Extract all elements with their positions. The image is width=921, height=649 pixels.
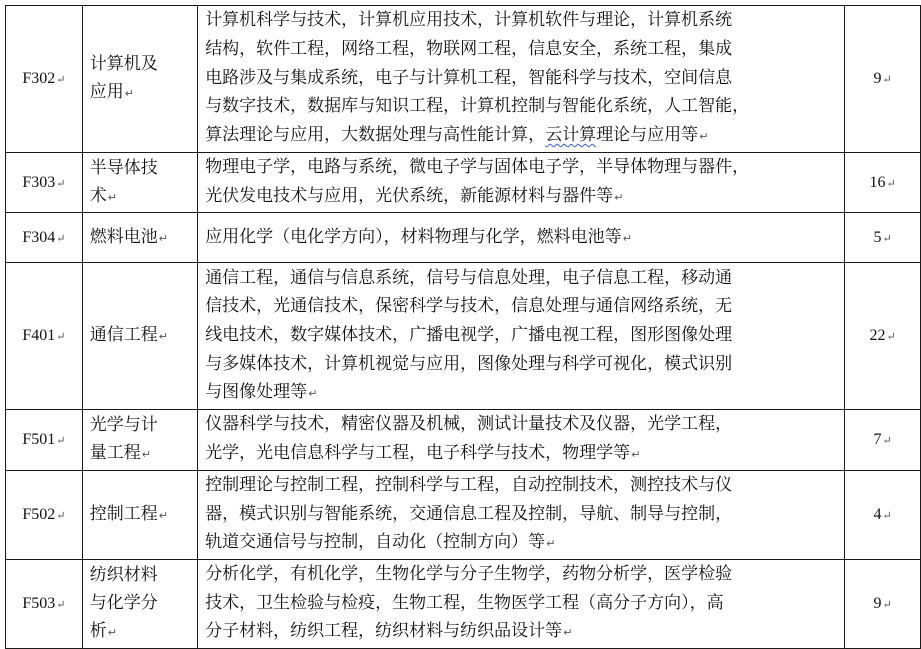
- discipline-name: [82, 470, 197, 559]
- table-body: [6, 6, 921, 649]
- discipline-name: [82, 410, 197, 470]
- paragraph-mark-icon: ↵: [622, 231, 632, 245]
- table-row: [6, 6, 921, 153]
- related-majors-text: 结构，软件工程，网络工程，物联网工程，信息安全，系统工程，集成: [205, 38, 733, 59]
- related-majors-line: [205, 350, 841, 379]
- discipline-name-line: [90, 321, 197, 351]
- related-majors-text: 分析化学，有机化学，生物化学与分子生物学，药物分析学，医学检验: [205, 563, 733, 584]
- related-majors-line: [205, 35, 841, 64]
- discipline-name-text: 量工程: [89, 443, 141, 464]
- related-majors-line: [205, 410, 841, 439]
- discipline-name-text: 半导体技: [89, 157, 158, 178]
- paragraph-mark-icon: ↵: [158, 330, 168, 344]
- spellcheck-underline: 云计算: [545, 125, 597, 146]
- discipline-name-line: [90, 617, 197, 647]
- related-majors-text: 分子材料，纺织工程，纺织材料与纺织品设计等: [205, 621, 563, 642]
- table-row: [6, 153, 921, 213]
- paragraph-mark-icon: ↵: [141, 448, 151, 462]
- position-count: [845, 410, 921, 470]
- position-count: [845, 213, 921, 263]
- discipline-name-text: 应用: [89, 82, 124, 102]
- related-majors-text: 信技术，光通信技术，保密科学与技术，信息处理与通信网络系统，无: [205, 296, 733, 317]
- paragraph-mark-icon: ↵: [158, 231, 168, 245]
- related-majors-text: 与图像处理等: [205, 382, 308, 403]
- paragraph-mark-icon: ↵: [158, 508, 168, 522]
- related-majors-line: [205, 378, 841, 409]
- paragraph-mark-icon: ↵: [56, 74, 66, 86]
- discipline-code: [6, 213, 83, 263]
- discipline-name: [82, 559, 197, 648]
- related-majors-text: 电路涉及与集成系统，电子与计算机工程，智能科学与技术，空间信息: [205, 67, 733, 88]
- paragraph-mark-icon: ↵: [56, 232, 66, 245]
- position-count: [845, 263, 921, 410]
- discipline-name-line: [90, 500, 197, 530]
- discipline-name-text: 光学与计: [89, 415, 158, 436]
- related-majors-text: 与多媒体技术，计算机视觉与应用，图像处理与科学可视化，模式识别: [205, 353, 733, 374]
- discipline-code-text: F302: [22, 70, 56, 87]
- paragraph-mark-icon: ↵: [107, 190, 117, 204]
- position-count: [845, 153, 921, 213]
- related-majors-text: 轨道交通信号与控制，自动化（控制方向）等: [205, 532, 546, 553]
- discipline-name-line: [90, 561, 197, 589]
- discipline-name-line: [90, 78, 197, 108]
- discipline-name-text: 析: [89, 620, 107, 641]
- related-majors-line: [205, 153, 841, 182]
- related-majors-text: 与数字技术，数据库与知识工程，计算机控制与智能化系统，人工智能，: [205, 96, 750, 117]
- related-majors-line: [205, 500, 841, 529]
- paragraph-mark-icon: ↵: [699, 130, 709, 144]
- paragraph-mark-icon: ↵: [56, 509, 66, 522]
- related-majors-line: [205, 6, 841, 35]
- related-majors: [198, 410, 845, 470]
- related-majors: [198, 6, 845, 153]
- discipline-code: [6, 559, 83, 648]
- discipline-name-line: [90, 50, 197, 78]
- discipline-code-text: F502: [22, 505, 56, 523]
- discipline-code: [6, 470, 83, 559]
- discipline-name-line: [90, 154, 197, 182]
- position-count-text: 4: [873, 505, 882, 523]
- paragraph-mark-icon: ↵: [882, 232, 892, 245]
- related-majors-line: [205, 182, 841, 213]
- paragraph-mark-icon: ↵: [631, 448, 641, 462]
- table-row: [6, 410, 921, 470]
- related-majors-line: [205, 589, 841, 618]
- related-majors-text: 光伏发电技术与应用，光伏系统，新能源材料与器件等: [205, 185, 614, 206]
- specialty-table: [5, 5, 921, 649]
- position-count-text: 16: [869, 173, 886, 191]
- paragraph-mark-icon: ↵: [308, 387, 318, 401]
- paragraph-mark-icon: ↵: [124, 87, 134, 100]
- related-majors: [198, 153, 845, 213]
- position-count: [845, 6, 921, 153]
- discipline-code-text: F501: [22, 431, 56, 449]
- discipline-name-line: [90, 223, 197, 253]
- related-majors-line: [205, 471, 841, 500]
- discipline-code: [6, 153, 83, 213]
- related-majors-text: 物理电子学，电路与系统，微电子学与固体电子学，半导体物理与器件，: [205, 157, 750, 177]
- paragraph-mark-icon: ↵: [56, 598, 66, 611]
- discipline-name: [82, 213, 197, 263]
- paragraph-mark-icon: ↵: [56, 177, 66, 190]
- related-majors-text: 通信工程，通信与信息系统，信号与信息处理，电子信息工程，移动通: [205, 267, 733, 288]
- related-majors-line: [205, 617, 841, 648]
- paragraph-mark-icon: ↵: [886, 177, 896, 190]
- related-majors: [198, 470, 845, 559]
- related-majors-text: 仪器科学与技术，精密仪器及机械，测试计量技术及仪器，光学工程，: [205, 414, 733, 435]
- related-majors: [198, 213, 845, 263]
- position-count-text: 9: [873, 70, 882, 87]
- discipline-name-text: 纺织材料: [89, 564, 158, 585]
- paragraph-mark-icon: ↵: [882, 435, 892, 448]
- related-majors-line: [205, 528, 841, 559]
- related-majors-line: [205, 64, 841, 93]
- position-count-text: 7: [873, 431, 882, 449]
- related-majors-text: 计算机科学与技术，计算机应用技术，计算机软件与理论，计算机系统: [205, 10, 733, 31]
- paragraph-mark-icon: ↵: [546, 537, 556, 551]
- discipline-name-line: [90, 439, 197, 469]
- paragraph-mark-icon: ↵: [107, 625, 117, 639]
- discipline-code: [6, 6, 83, 153]
- related-majors-line: [205, 92, 841, 121]
- position-count: [845, 559, 921, 648]
- related-majors-line: [205, 223, 841, 254]
- discipline-name-text: 燃料电池: [89, 226, 158, 247]
- related-majors-line: [205, 560, 841, 589]
- paragraph-mark-icon: ↵: [882, 598, 892, 611]
- paragraph-mark-icon: ↵: [886, 331, 896, 344]
- paragraph-mark-icon: ↵: [882, 509, 892, 522]
- discipline-code-text: F304: [22, 228, 56, 246]
- paragraph-mark-icon: ↵: [614, 190, 624, 204]
- table-row: [6, 213, 921, 263]
- discipline-name-text: 与化学分: [89, 592, 158, 613]
- related-majors-line: [205, 121, 841, 152]
- position-count-text: 9: [873, 594, 882, 612]
- discipline-name-text: 控制工程: [89, 503, 158, 524]
- discipline-name-line: [90, 589, 197, 617]
- position-count-text: 5: [873, 228, 882, 246]
- discipline-name: [82, 263, 197, 410]
- discipline-code: [6, 263, 83, 410]
- related-majors-text: 线电技术，数字媒体技术，广播电视学，广播电视工程，图形图像处理: [205, 325, 733, 346]
- related-majors-text: 技术，卫生检验与检疫，生物工程，生物医学工程（高分子方向），高: [205, 592, 724, 613]
- table-row: [6, 470, 921, 559]
- discipline-code-text: F503: [22, 594, 56, 612]
- related-majors: [198, 559, 845, 648]
- related-majors-text: 控制理论与控制工程，控制科学与工程，自动控制技术，测控技术与仪: [205, 474, 733, 495]
- table-row: [6, 559, 921, 648]
- discipline-name-line: [90, 182, 197, 212]
- related-majors-text: 应用化学（电化学方向），材料物理与化学，燃料电池等: [205, 226, 622, 247]
- related-majors-line: [205, 439, 841, 470]
- related-majors-text: 光学，光电信息科学与工程，电子科学与技术，物理学等: [205, 443, 631, 464]
- discipline-name-line: [90, 411, 197, 439]
- related-majors-text: 器，模式识别与智能系统，交通信息工程及控制，导航、制导与控制，: [205, 503, 733, 524]
- related-majors-line: [205, 292, 841, 321]
- related-majors-line: [205, 321, 841, 350]
- paragraph-mark-icon: ↵: [56, 331, 66, 344]
- discipline-name: [82, 6, 197, 153]
- position-count: [845, 470, 921, 559]
- position-count-text: 22: [869, 327, 886, 345]
- table-row: [6, 263, 921, 410]
- related-majors-line: [205, 264, 841, 293]
- discipline-name-text: 计算机及: [89, 54, 158, 74]
- discipline-name-text: 术: [89, 185, 107, 206]
- discipline-code-text: F401: [22, 327, 56, 345]
- discipline-code-text: F303: [22, 173, 56, 191]
- related-majors: [198, 263, 845, 410]
- paragraph-mark-icon: ↵: [882, 74, 892, 86]
- discipline-name-text: 通信工程: [89, 325, 158, 346]
- paragraph-mark-icon: ↵: [56, 435, 66, 448]
- discipline-name: [82, 153, 197, 213]
- related-majors-text: 算法理论与应用，大数据处理与高性能计算，云计算理论与应用等: [205, 125, 699, 146]
- paragraph-mark-icon: ↵: [563, 626, 573, 640]
- discipline-code: [6, 410, 83, 470]
